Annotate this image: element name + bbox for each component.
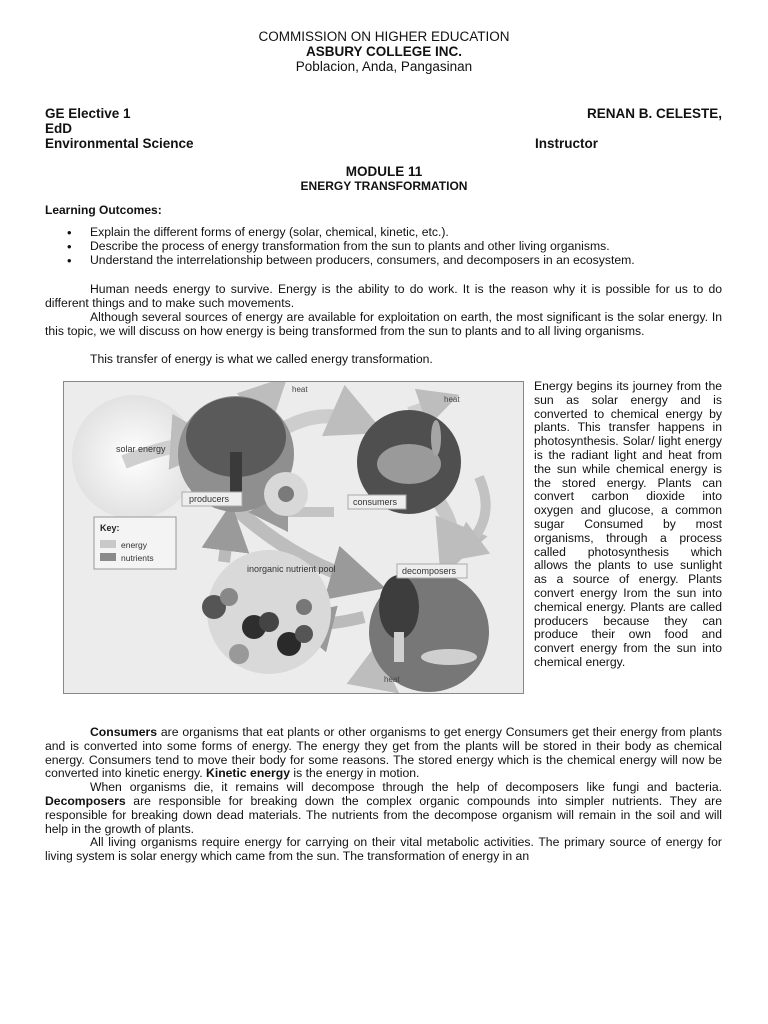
heat-label-right: heat (444, 395, 460, 404)
consumers-text-1: are organisms that eat plants or other organisms to get energy Consumers get their energy from plants and is converted into some forms of energy. The energy they get from the plants will be stored in their body as chemical energy. Consumers tend to move their body for some reasons. The stored energy which is the chemical energy will now be converted into kinetic energy. (45, 725, 722, 781)
module-title: ENERGY TRANSFORMATION (300, 179, 468, 193)
consumers-paragraph (45, 726, 722, 781)
learning-outcomes-heading: Learning Outcomes: (45, 203, 162, 217)
decomposers-term: Decomposers (45, 793, 126, 808)
intro-paragraph-3: This transfer of energy is what we called energy transformation. (90, 352, 433, 366)
bacteria-icon (421, 649, 477, 665)
closing-paragraph: All living organisms require energy for carrying on their vital metabolic activities. The primary source of energy for living system is solar energy which came from the sun. The transformation of energy in an (45, 835, 722, 864)
nutrient-arrow-to-producers (224, 522, 229, 562)
course-name: Environmental Science (45, 136, 194, 151)
key-nutrients-label: nutrients (121, 553, 154, 563)
morel-mushroom-icon (379, 575, 419, 639)
list-item: • Understand the interrelationship between producers, consumers, and decomposers in an ecosystem. (45, 254, 725, 268)
header-commission: COMMISSION ON HIGHER EDUCATION (258, 29, 510, 44)
module-number: MODULE 11 (345, 164, 423, 179)
consumers-label: consumers (353, 497, 398, 507)
heat-label-bottom: heat (384, 675, 400, 684)
energy-arrow-consumers-decomposers (439, 502, 452, 557)
decomposers-text: are responsible for breaking down the complex organic compounds into simpler nutrients. They are responsible for breaking down dead materials. The nutrients from the decompose organism will remain in the soil and will help in the growth of plants. (45, 793, 722, 836)
decomposers-lead: When organisms die, it remains will decompose through the help of decomposers like fungi and bacteria. (90, 780, 722, 795)
list-item: • Describe the process of energy transformation from the sun to plants and other living organisms. (45, 240, 725, 254)
intro-paragraph-1: Human needs energy to survive. Energy is the ability to do work. It is the reason why it is possible for us to do different things and to make such movements. (45, 282, 722, 310)
key-energy-label: energy (121, 540, 147, 550)
inorganic-pool-label: inorganic nutrient pool (247, 564, 336, 574)
course-code: GE Elective 1 (45, 106, 131, 121)
heat-arrow-right (409, 400, 444, 412)
header-address: Poblacion, Anda, Pangasinan (295, 59, 473, 74)
tree-trunk (230, 452, 242, 497)
mushroom-stem (394, 632, 404, 662)
solar-energy-label: solar energy (116, 444, 166, 454)
decomposers-label: decomposers (402, 566, 457, 576)
heat-label-top: heat (292, 385, 308, 394)
header-college: ASBURY COLLEGE INC. (305, 44, 462, 59)
decomposers-paragraph (45, 781, 722, 836)
body-text (45, 726, 722, 864)
instructor-degree: EdD (45, 121, 72, 136)
rabbit-ear (431, 420, 441, 456)
learning-outcomes-list (45, 226, 725, 268)
heat-arrow-bottom (364, 667, 384, 682)
intro-paragraph-2: Although several sources of energy are available for exploitation on earth, the most significant is the solar energy. In this topic, we will discuss on how energy is being transformed from the sun to plants and to all living organisms. (45, 310, 722, 338)
key-nutrients-swatch (100, 553, 116, 561)
flower-icon (264, 472, 308, 516)
producers-label: producers (189, 494, 230, 504)
list-item: • Explain the different forms of energy (solar, chemical, kinetic, etc.). (45, 226, 725, 240)
kinetic-energy-term: Kinetic energy (206, 766, 291, 781)
instructor-role: Instructor (535, 136, 599, 151)
consumers-text-2: is the energy in motion. (290, 766, 420, 781)
energy-cycle-diagram (64, 382, 523, 693)
key-title: Key: (100, 523, 120, 533)
consumers-term: Consumers (90, 725, 158, 739)
side-column-text: Energy begins its journey from the sun as solar energy and is converted to chemical energy by plants. This transfer happens in photosynthesis. Solar/ light energy is the radiant light and heat from the sun while chemical energy is the stored energy. Plants can convert carbon dioxide into oxygen and glucose, a common sugar Consumed by most organisms, through a process called photosynthesis which allows the plants to use sunlight as a source of energy. Plants convert energy Irom the sun into chemical energy. Plants are called producers because they can produce their own food and convert energy from the sun into chemical energy. (534, 379, 722, 669)
instructor-name: RENAN B. CELESTE, (586, 106, 722, 121)
nutrient-arrow-right (459, 477, 486, 552)
rabbit-icon (377, 444, 441, 484)
energy-cycle-figure (63, 381, 524, 694)
key-energy-swatch (100, 540, 116, 548)
